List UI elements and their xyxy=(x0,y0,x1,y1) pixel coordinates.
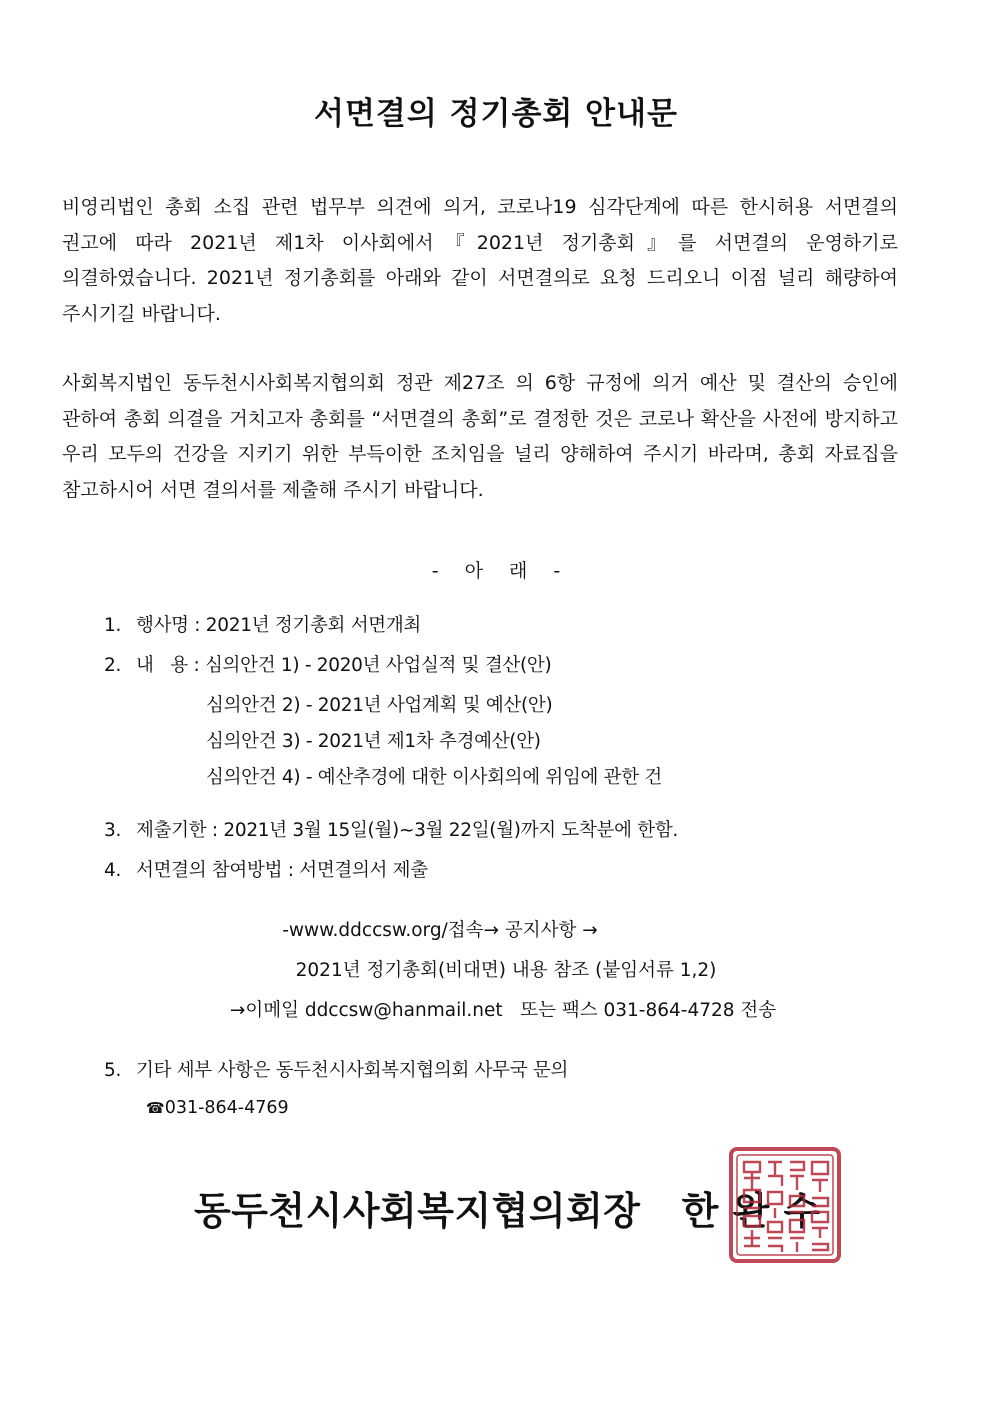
list-item-contents xyxy=(104,651,551,677)
item-text: 서면결의 참여방법 : 서면결의서 제출 xyxy=(136,860,428,881)
reason-paragraph: 사회복지법인 동두천시사회복지협의회 정관 제27조 의 6항 규정에 의거 예산 및 결산의 승인에 관하여 총회 의결을 거치고자 총회를 “서면결의 총회”로 결정한 것은 코로나 확산을 사전에 방지하고 우리 모두의 건강을 지키기 위한 부득이한 조치임을 널리 양해하여 주시기 바라며, 총회 자료집을 참고하시어 서면 결의서를 제출해 주시기 바랍니다. xyxy=(62,372,898,501)
method-step-website: -www.ddccsw.org/접속→ 공지사항 → xyxy=(282,920,598,941)
agenda-item: 심의안건 2) - 2021년 사업계획 및 예산(안) xyxy=(206,695,553,716)
official-seal-stamp xyxy=(728,1146,842,1264)
telephone-icon: ☎ xyxy=(146,1099,165,1117)
agenda-item: 심의안건 4) - 예산추경에 대한 이사회의에 위임에 관한 건 xyxy=(206,767,662,788)
signature-line: 동두천시사회복지협의회장 한 완 수 xyxy=(194,1189,821,1233)
item-number: 4. xyxy=(104,860,122,881)
list-item-method xyxy=(104,856,428,882)
method-step-reference: 2021년 정기총회(비대면) 내용 참조 (붙임서류 1,2) xyxy=(295,960,717,981)
item-number: 1. xyxy=(104,615,122,636)
item-text: 행사명 : 2021년 정기총회 서면개최 xyxy=(136,615,421,636)
item-text: 기타 세부 사항은 동두천시사회복지협의회 사무국 문의 xyxy=(136,1060,569,1081)
item-label: 내 용 : xyxy=(136,655,205,676)
contact-phone xyxy=(146,1098,289,1118)
list-item-deadline xyxy=(104,816,678,842)
intro-paragraph: 비영리법인 총회 소집 관련 법무부 의견에 의거, 코로나19 심각단계에 따른 한시허용 서면결의 권고에 따라 2021년 제1차 이사회에서『2021년 정기총회』를 서면결의 운영하기로 의결하였습니다. 2021년 정기총회를 아래와 같이 서면결의로 요청 드리오니 이점 널리 해량하여 주시기길 바랍니다. xyxy=(62,196,898,325)
item-number: 3. xyxy=(104,820,122,841)
list-item-event-name xyxy=(104,611,421,637)
list-item-inquiry xyxy=(104,1056,568,1082)
phone-number: 031-864-4769 xyxy=(164,1098,289,1118)
item-number: 2. xyxy=(104,655,122,676)
item-text: 제출기한 : 2021년 3월 15일(월)~3월 22일(월)까지 도착분에 한함. xyxy=(136,820,679,841)
method-step-submit: →이메일 ddccsw@hanmail.net 또는 팩스 031-864-4728 전송 xyxy=(229,1000,777,1021)
document-title: 서면결의 정기총회 안내문 xyxy=(314,96,678,132)
item-number: 5. xyxy=(104,1060,122,1081)
section-heading: - 아 래 - xyxy=(431,560,561,582)
agenda-item: 심의안건 3) - 2021년 제1차 추경예산(안) xyxy=(206,731,541,752)
agenda-item: 심의안건 1) - 2020년 사업실적 및 결산(안) xyxy=(204,655,552,676)
